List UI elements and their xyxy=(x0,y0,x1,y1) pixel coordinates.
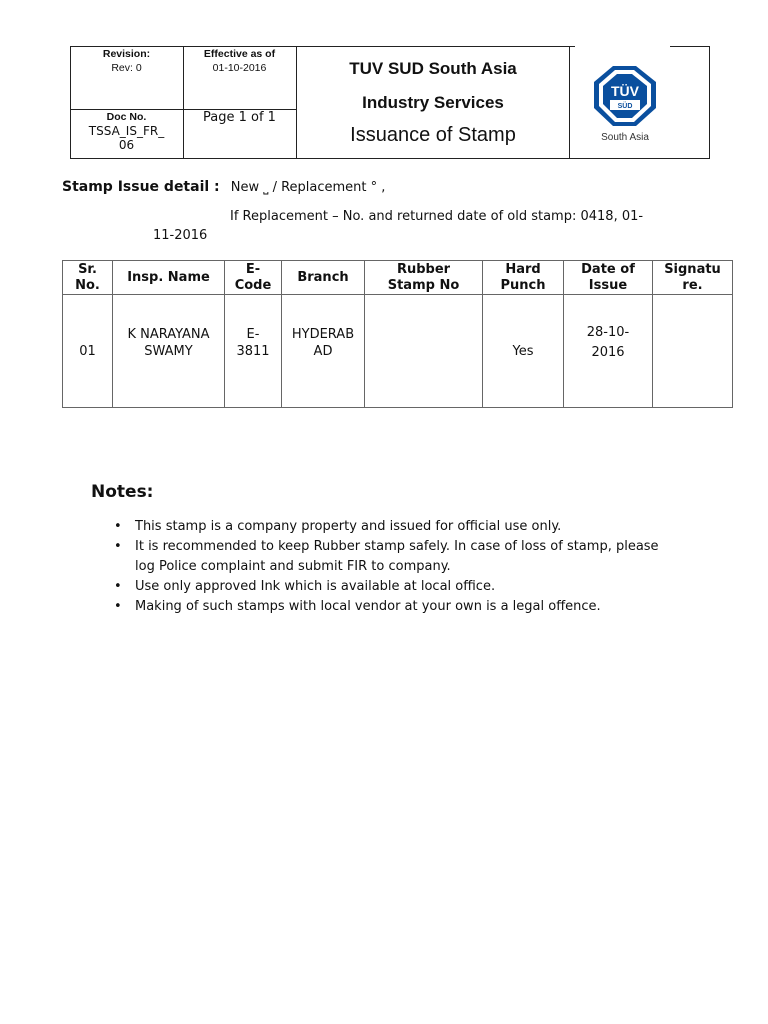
effective-value: 01-10-2016 xyxy=(212,62,267,74)
header-rubber-stamp-no: Rubber Stamp No xyxy=(365,261,483,295)
document-header xyxy=(70,46,710,159)
cell-date-of-issue: 28-10- 2016 xyxy=(564,295,653,408)
note-item: • Use only approved Ink which is available at local office. xyxy=(114,577,674,597)
docno-label: Doc No. xyxy=(106,111,147,123)
header-border-bottom xyxy=(70,158,710,159)
cell-rubber-stamp-no xyxy=(365,295,483,408)
table-row xyxy=(63,295,733,408)
header-date-of-issue: Date of Issue xyxy=(564,261,653,295)
header-signature: Signatu re. xyxy=(653,261,733,295)
docno-value xyxy=(70,124,183,152)
cell-e-code: E- 3811 xyxy=(225,295,282,408)
note-item: • Making of such stamps with local vendor at your own is a legal offence. xyxy=(114,597,674,617)
header-border-right xyxy=(709,46,710,159)
note-item: • It is recommended to keep Rubber stamp safely. In case of loss of stamp, please log Police complaint and submit FIR to company. xyxy=(114,537,674,577)
notes-title: Notes: xyxy=(91,482,154,502)
cell-hard-punch: Yes xyxy=(483,295,564,408)
table-header-row xyxy=(63,261,733,295)
docno-value-line1: TSSA_IS_FR_ xyxy=(88,124,165,138)
stamp-issue-detail xyxy=(62,176,385,195)
docno-value-line2: 06 xyxy=(118,138,135,152)
header-sr-no: Sr. No. xyxy=(63,261,113,295)
cell-signature xyxy=(653,295,733,408)
stamp-issue-options: New ⎵ / Replacement ° , xyxy=(230,180,386,195)
logo-text-top: TÜV xyxy=(611,83,639,99)
cell-insp-name: K NARAYANA SWAMY xyxy=(113,295,225,408)
cell-branch: HYDERAB AD xyxy=(282,295,365,408)
header-branch: Branch xyxy=(282,261,365,295)
title-division: Industry Services xyxy=(362,93,504,112)
effective-label: Effective as of xyxy=(203,48,276,60)
title-company: TUV SUD South Asia xyxy=(349,59,517,78)
cell-sr-no: 01 xyxy=(63,295,113,408)
revision-label: Revision: xyxy=(102,48,151,60)
header-border-top-left xyxy=(70,46,575,47)
note-item: • This stamp is a company property and issued for official use only. xyxy=(114,517,674,537)
header-e-code: E- Code xyxy=(225,261,282,295)
replacement-info-line1: If Replacement – No. and returned date of old stamp: 0418, 01- xyxy=(230,209,644,224)
stamp-issue-label: Stamp Issue detail : xyxy=(62,179,220,195)
company-logo xyxy=(570,46,709,158)
revision-value: Rev: 0 xyxy=(111,62,142,74)
header-insp-name: Insp. Name xyxy=(113,261,225,295)
title-form: Issuance of Stamp xyxy=(350,124,516,146)
replacement-info-line2: 11-2016 xyxy=(153,228,208,243)
page-number: Page 1 of 1 xyxy=(203,110,276,125)
logo-caption: South Asia xyxy=(601,132,649,143)
header-hard-punch: Hard Punch xyxy=(483,261,564,295)
notes-list xyxy=(114,517,674,617)
logo-text-bottom: SÜD xyxy=(617,103,633,110)
stamp-issue-table xyxy=(62,260,733,408)
